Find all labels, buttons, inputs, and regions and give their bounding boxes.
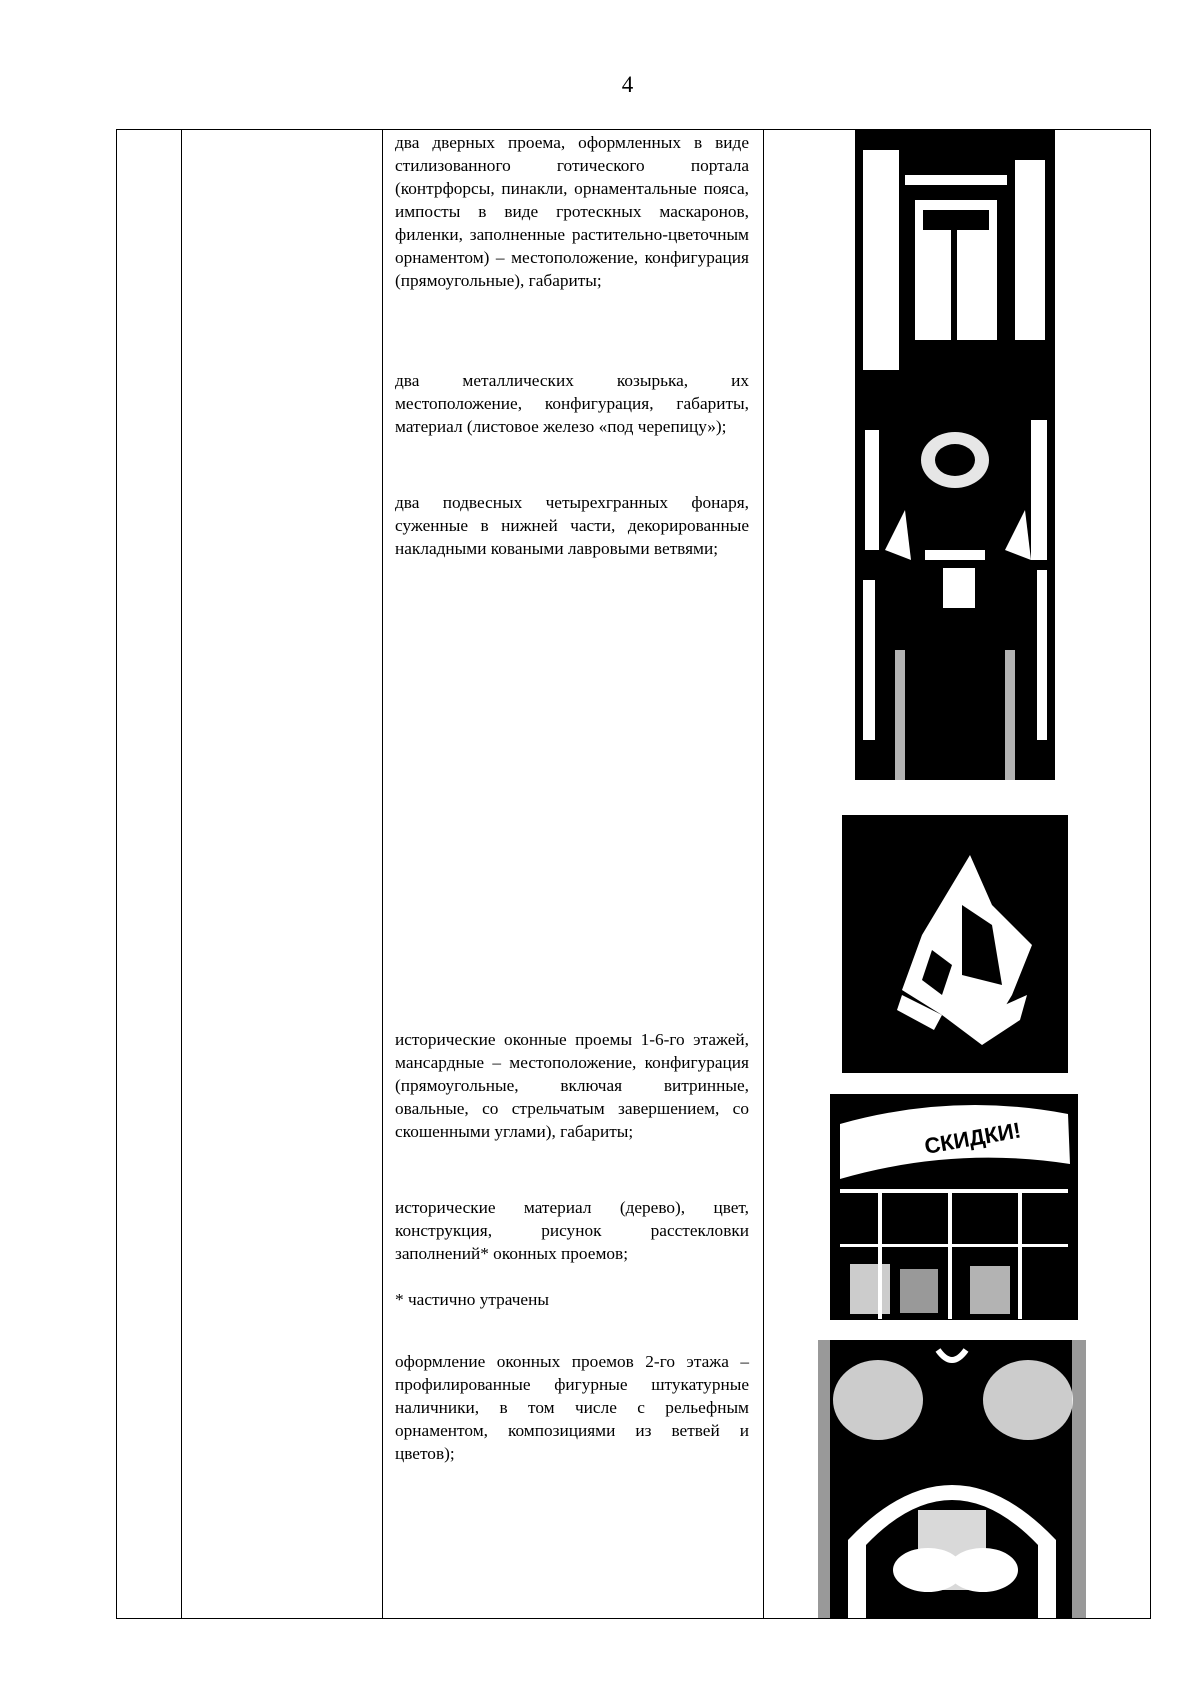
text-canopy-description: два металлических козырька, их местоположение, конфигурация, габариты, материал (листовое железо «под черепицу»); [395, 371, 749, 436]
sign-text: СКИДКИ! [922, 1117, 1023, 1159]
text-lantern-description: два подвесных четырехгранных фонаря, суженные в нижней части, декорированные накладными коваными лавровыми ветвями; [395, 493, 749, 558]
column-divider [181, 130, 182, 1618]
text-window-openings: исторические оконные проемы 1-6-го этажей, мансардные – местоположение, конфигурация (прямоугольные, включая витринные, овальные, со стрельчатым завершением, со скошенными углами), габариты; [395, 1030, 749, 1141]
window-frame-photo [818, 1340, 1086, 1618]
column-divider [763, 130, 764, 1618]
sign-subtext: ПОДАРКИ [938, 1155, 1009, 1179]
lantern-photo [842, 815, 1068, 1073]
column-divider [382, 130, 383, 1618]
text-portal-description: два дверных проема, оформленных в виде стилизованного готического портала (контрфорсы, пинакли, орнаментальные пояса, импосты в виде гротескных маскаронов, филенки, заполненные растительно-цветочным орнаментом) – местоположение, конфигурация (прямоугольные), габариты; [395, 133, 749, 290]
text-window-materials: исторические материал (дерево), цвет, конструкция, рисунок расстекловки заполнений* оконных проемов; [395, 1198, 749, 1263]
column-divider [1150, 130, 1151, 1618]
shop-window-photo [830, 1094, 1078, 1332]
text-window-frames: оформление оконных проемов 2-го этажа – профилированные фигурные штукатурные наличники, в том числе с рельефным орнаментом, композициями из ветвей и цветов); [395, 1352, 749, 1463]
page-number: 4 [621, 72, 634, 97]
text-footnote: * частично утрачены [395, 1290, 549, 1309]
portal-photo [855, 130, 1055, 798]
